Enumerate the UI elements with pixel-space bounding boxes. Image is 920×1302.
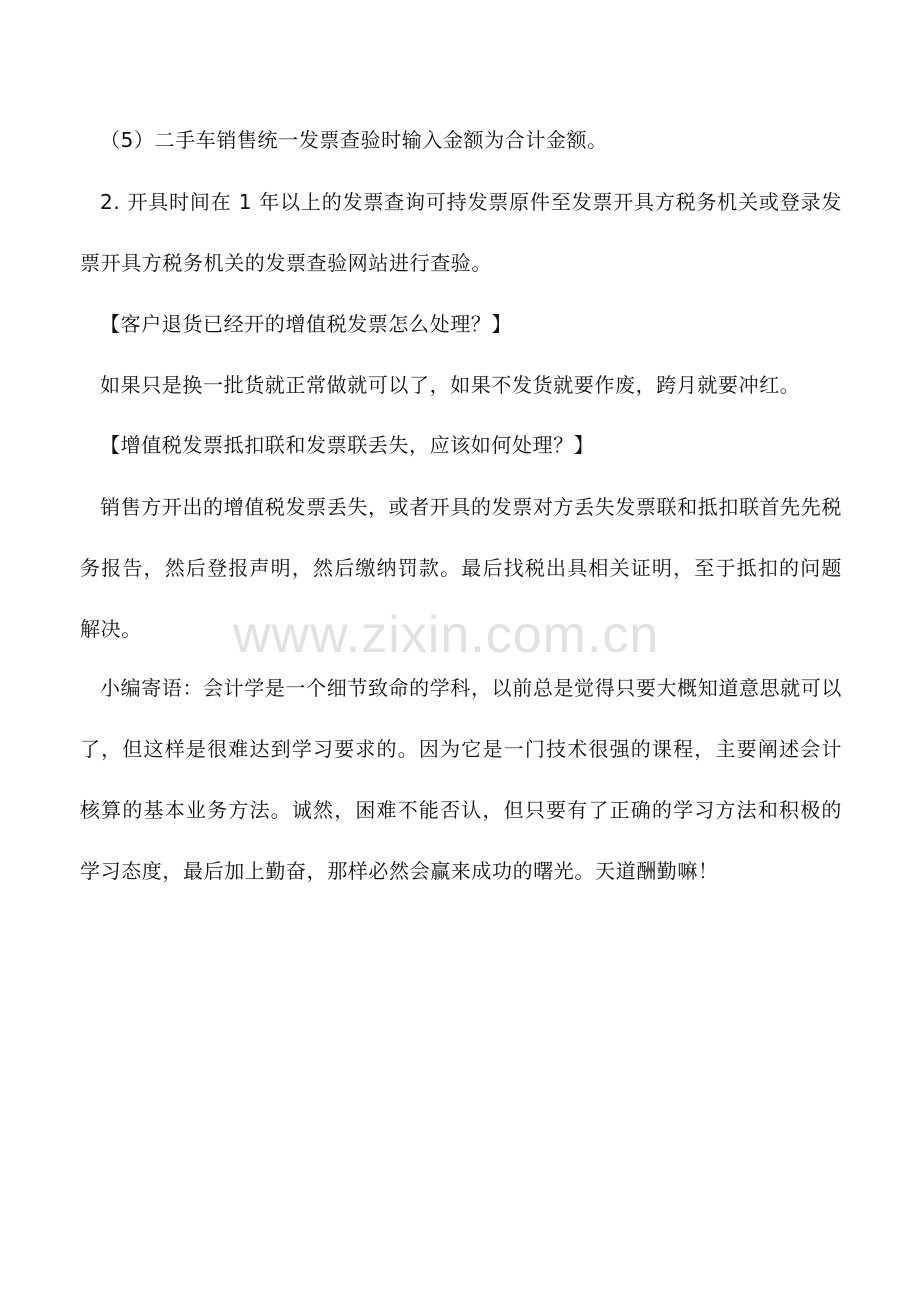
paragraph-customer-return-answer: 如果只是换一批货就正常做就可以了，如果不发货就要作废，跨月就要冲红。 bbox=[100, 373, 801, 397]
heading-customer-return: 【客户退货已经开的增值税发票怎么处理？】 bbox=[100, 312, 512, 336]
paragraph-lost-invoice-answer: 销售方开出的增值税发票丢失，或者开具的发票对方丢失发票联和抵扣联首先先税务报告，然后登报声明，然后缴纳罚款。最后找税出具相关证明，至于抵扣的问题解决。 bbox=[80, 495, 842, 641]
heading-lost-invoice: 【增值税发票抵扣联和发票联丢失，应该如何处理？】 bbox=[100, 433, 595, 457]
paragraph-editor-note: 小编寄语：会计学是一个细节致命的学科，以前总是觉得只要大概知道意思就可以了，但这样是很难达到学习要求的。因为它是一门技术很强的课程，主要阐述会计核算的基本业务方法。诚然，困难不能否认，但只要有了正确的学习方法和积极的学习态度，最后加上勤奋，那样必然会赢来成功的曙光。天道酬勤嘛！ bbox=[80, 676, 842, 883]
paragraph-invoice-over-one-year: 2. 开具时间在 1 年以上的发票查询可持发票原件至发票开具方税务机关或登录发票开具方税务机关的发票查验网站进行查验。 bbox=[80, 190, 842, 275]
paragraph-used-car-invoice: （5）二手车销售统一发票查验时输入金额为合计金额。 bbox=[100, 128, 608, 152]
watermark-text: www.zixin.com.cn bbox=[233, 606, 660, 664]
